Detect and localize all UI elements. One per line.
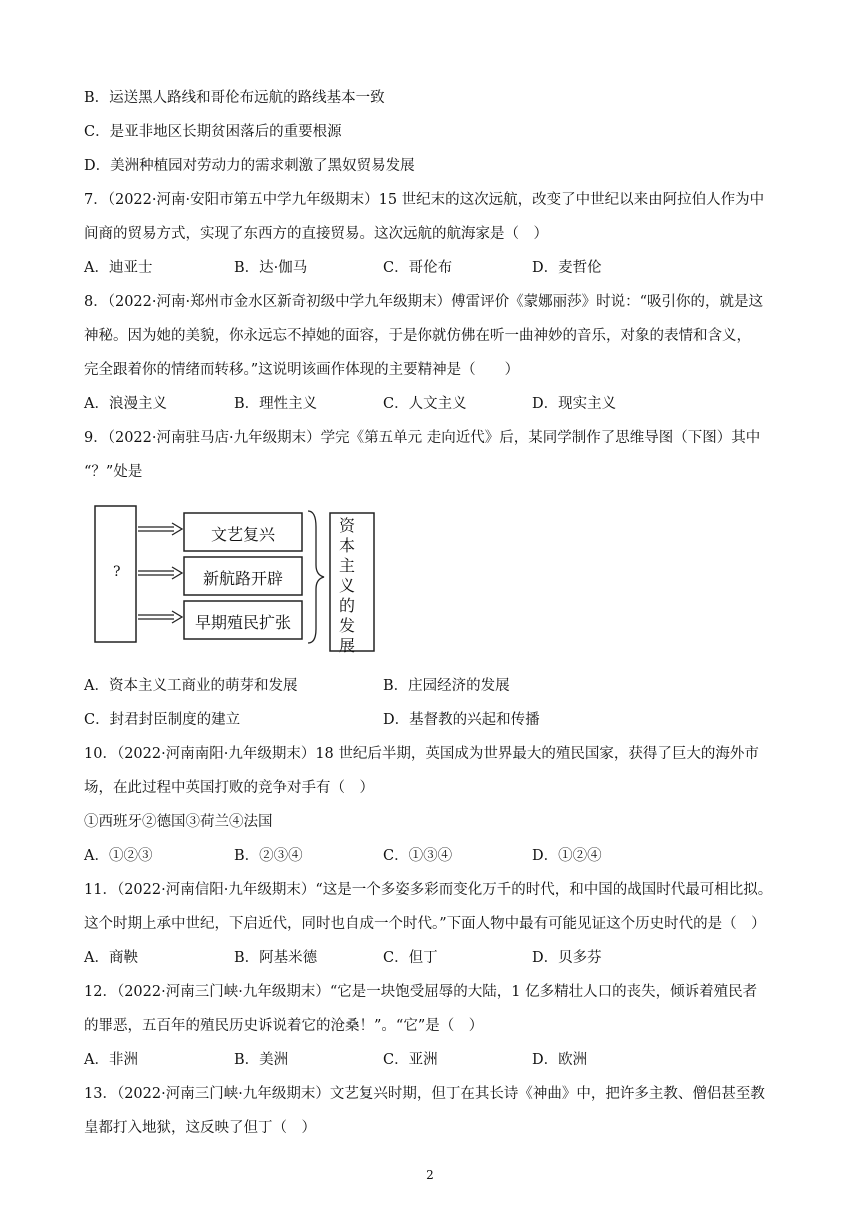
- q7-option-c: C．哥伦布: [383, 260, 453, 276]
- q6-option-c: C．是亚非地区长期贫困落后的重要根源: [84, 124, 342, 140]
- q8-stem-line1: 8．（2022·河南·郑州市金水区新奇初级中学九年级期末）傅雷评价《蒙娜丽莎》时说：“吸引你的，就是这: [84, 294, 764, 310]
- q11-option-a: A．商鞅: [84, 950, 138, 966]
- q8-option-a: A．浪漫主义: [84, 396, 167, 412]
- q7-option-d: D．麦哲伦: [532, 260, 602, 276]
- q11-option-d: D．贝多芬: [532, 950, 602, 966]
- q9-option-c: C．封君封臣制度的建立: [84, 712, 241, 728]
- q11-stem-line1: 11．（2022·河南信阳·九年级期末）“这是一个多姿多彩而变化万千的时代，和中国的战国时代最可相比拟。: [84, 882, 773, 898]
- q6-option-b: B．运送黑人路线和哥伦布远航的路线基本一致: [84, 90, 385, 106]
- q9-stem-line2: “？”处是: [84, 464, 143, 480]
- q9-option-a: A．资本主义工商业的萌芽和发展: [84, 678, 298, 694]
- box-colonial-expansion: 早期殖民扩张: [195, 613, 292, 632]
- q9-stem-line1: 9．（2022·河南驻马店·九年级期末）学完《第五单元 走向近代》后，某同学制作了思维导图（下图）其中: [84, 430, 761, 446]
- q10-stem-line1: 10．（2022·河南南阳·九年级期末）18 世纪后半期，英国成为世界最大的殖民国家，获得了巨大的海外市: [84, 746, 759, 762]
- q10-stem-line2: 场，在此过程中英国打败的竞争对手有（ ）: [84, 780, 374, 796]
- q7-option-a: A．迪亚士: [84, 260, 153, 276]
- q10-option-b: B．②③④: [234, 848, 303, 864]
- q7-stem-line2: 间商的贸易方式，实现了东西方的直接贸易。这次远航的航海家是（ ）: [84, 226, 548, 242]
- q10-option-d: D．①②④: [532, 848, 602, 864]
- q8-stem-line2: 神秘。因为她的美貌，你永远忘不掉她的面容，于是你就仿佛在听一曲神妙的音乐，对象的表情和含义，: [84, 328, 751, 344]
- q10-option-a: A．①②③: [84, 848, 153, 864]
- q11-option-c: C．但丁: [383, 950, 438, 966]
- q11-stem-line2: 这个时期上承中世纪，下启近代，同时也自成一个时代。”下面人物中最有可能见证这个历史时代的是（ ）: [84, 916, 766, 932]
- q13-stem-line1: 13．（2022·河南三门峡·九年级期末）文艺复兴时期，但丁在其长诗《神曲》中，把许多主教、僧侣甚至教: [84, 1086, 765, 1102]
- q8-stem-line3: 完全跟着你的情绪而转移。”这说明该画作体现的主要精神是（ ）: [84, 362, 520, 378]
- box-renaissance: 文艺复兴: [211, 525, 276, 544]
- q13-stem-line2: 皇都打入地狱，这反映了但丁（ ）: [84, 1120, 316, 1136]
- q7-option-b: B．达·伽马: [234, 260, 308, 276]
- q12-option-b: B．美洲: [234, 1052, 289, 1068]
- q8-option-d: D．现实主义: [532, 396, 617, 412]
- q7-stem-line1: 7．（2022·河南·安阳市第五中学九年级期末）15 世纪末的这次远航，改变了中世纪以来由阿拉伯人作为中: [84, 192, 765, 208]
- q12-option-a: A．非洲: [84, 1052, 138, 1068]
- q8-option-b: B．理性主义: [234, 396, 318, 412]
- q6-option-d: D．美洲种植园对劳动力的需求刺激了黑奴贸易发展: [84, 158, 415, 174]
- q10-option-c: C．①③④: [383, 848, 453, 864]
- q12-stem-line1: 12．（2022·河南三门峡·九年级期末）“它是一块饱受屈辱的大陆，1 亿多精壮人口的丧失，倾诉着殖民者: [84, 984, 758, 1000]
- q12-option-d: D．欧洲: [532, 1052, 588, 1068]
- q12-stem-line2: 的罪恶，五百年的殖民历史诉说着它的沧桑！”。“它”是（ ）: [84, 1018, 484, 1034]
- question-mark: ?: [113, 564, 121, 580]
- q9-option-d: D．基督教的兴起和传播: [383, 712, 540, 728]
- q10-stem-line3: ①西班牙②德国③荷兰④法国: [84, 814, 273, 830]
- q12-option-c: C．亚洲: [383, 1052, 438, 1068]
- box-new-routes: 新航路开辟: [203, 569, 284, 588]
- q9-option-b: B．庄园经济的发展: [383, 678, 510, 694]
- q8-option-c: C．人文主义: [383, 396, 467, 412]
- capitalism-development-label: 资本主义的发展: [338, 516, 355, 655]
- page-number: 2: [426, 1168, 434, 1182]
- q11-option-b: B．阿基米德: [234, 950, 318, 966]
